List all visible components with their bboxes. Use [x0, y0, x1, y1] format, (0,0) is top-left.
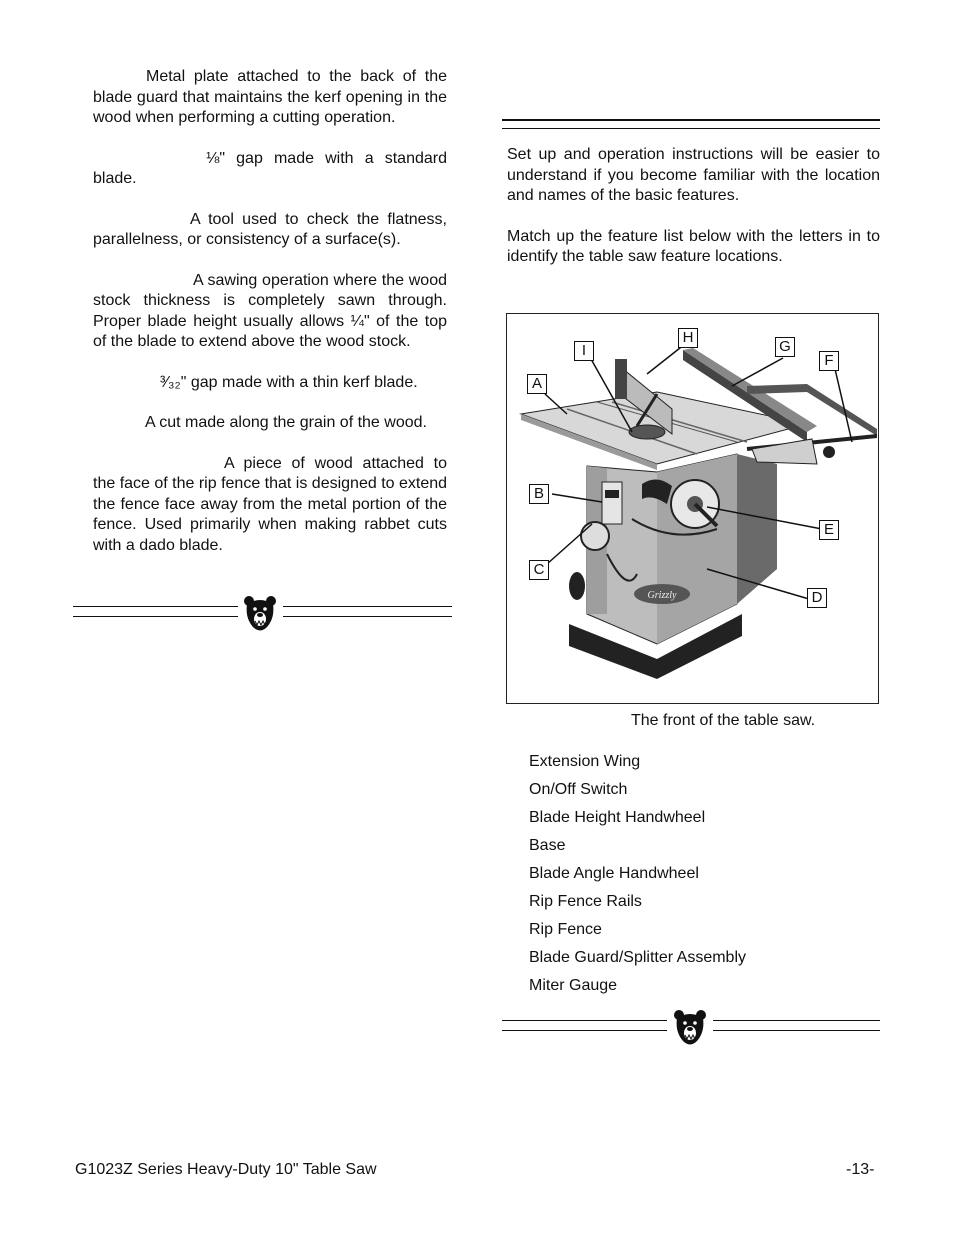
figure-label-h: H — [678, 328, 698, 348]
glossary-standard-kerf — [93, 149, 447, 190]
section-end-rule-right-top — [283, 606, 452, 607]
figure-label-f: F — [819, 351, 839, 371]
feature-item: Blade Angle Handwheel — [529, 865, 699, 882]
feature-item: Miter Gauge — [529, 977, 618, 994]
feature-item: Rip Fence — [529, 921, 602, 938]
bear-logo-icon — [243, 594, 277, 634]
feature-item: Blade Guard/Splitter Assembly — [529, 949, 746, 966]
section-end-rule-left-top — [502, 1020, 667, 1021]
feature-item: On/Off Switch — [529, 781, 628, 798]
figure-label-g: G — [775, 337, 795, 357]
glossary-column — [93, 67, 447, 576]
heading-rule-top — [502, 119, 880, 121]
bear-logo-icon — [673, 1008, 707, 1048]
glossary-riving-knife — [93, 67, 447, 129]
page-number: -13- — [846, 1161, 875, 1178]
definition-text: ⅛" gap made with a standard blade. — [93, 149, 447, 187]
heading-rule-bottom — [502, 128, 880, 129]
feature-item: Rip Fence Rails — [529, 893, 642, 910]
glossary-sub-fence — [93, 454, 447, 557]
figure-label-d: D — [807, 588, 827, 608]
glossary-thin-kerf — [93, 373, 447, 394]
figure-caption: The front of the table saw. — [631, 712, 816, 729]
glossary-rip-cut — [93, 413, 447, 434]
definition-text: A sawing operation where the wood stock thickness is completely sawn through. Proper blade height usually allows ¼" of the top of the blade to extend above the wood stock. — [93, 271, 447, 350]
feature-item: Extension Wing — [529, 753, 641, 770]
definition-text: A tool used to check the flatness, parallelness, or consistency of a surface(s). — [93, 210, 447, 248]
definition-text: A piece of wood attached to the face of the rip fence that is designed to extend the fence face away from the metal portion of the fence. Used primarily when making rabbet cuts with a dado blade. — [93, 454, 448, 554]
section-end-rule-right-bottom — [283, 616, 452, 617]
definition-text: Metal plate attached to the back of the blade guard that maintains the kerf opening in the wood when performing a cutting operation. — [93, 68, 447, 126]
section-end-rule-left-top — [73, 606, 238, 607]
features-intro-column — [507, 145, 880, 288]
feature-item: Blade Height Handwheel — [529, 809, 706, 826]
feature-list — [529, 748, 746, 1000]
footer-title: G1023Z Series Heavy-Duty 10" Table Saw — [75, 1161, 377, 1178]
figure-label-e: E — [819, 520, 839, 540]
intro-paragraph: Set up and operation instructions will be easier to understand if you become familiar with the location and names of the basic features. — [507, 146, 880, 204]
figure-label-c: C — [529, 560, 549, 580]
definition-text: ³⁄₃₂" gap made with a thin kerf blade. — [160, 373, 418, 391]
feature-item: Base — [529, 837, 566, 854]
section-end-rule-left-bottom — [73, 616, 238, 617]
section-end-rule-right-bottom — [713, 1030, 880, 1031]
glossary-through-sawing — [93, 271, 447, 353]
table-saw-figure — [506, 313, 879, 704]
figure-label-i: I — [574, 341, 594, 361]
definition-text: A cut made along the grain of the wood. — [145, 414, 427, 431]
section-end-rule-left-bottom — [502, 1030, 667, 1031]
nameplate-text: Grizzly — [647, 590, 677, 601]
instruction-paragraph: Match up the feature list below with the letters in to identify the table saw feature locations. — [507, 227, 880, 265]
table-saw-illustration — [507, 314, 877, 702]
glossary-straightedge — [93, 210, 447, 251]
figure-label-a: A — [527, 374, 547, 394]
figure-label-b: B — [529, 484, 549, 504]
section-end-rule-right-top — [713, 1020, 880, 1021]
